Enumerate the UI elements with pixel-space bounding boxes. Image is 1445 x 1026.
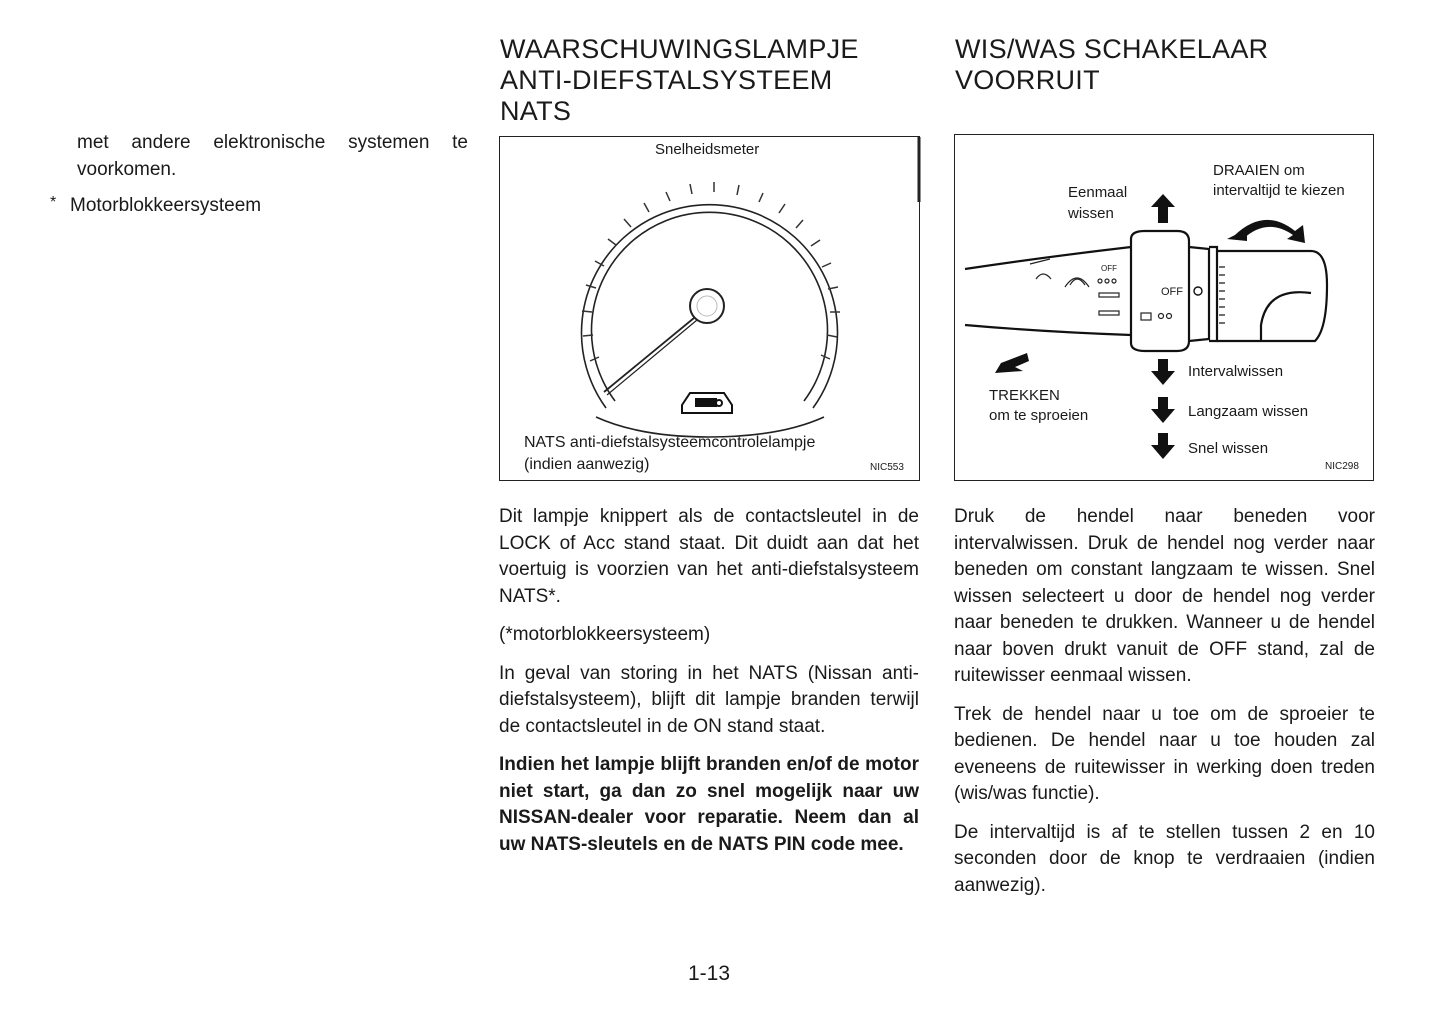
wiper-heading-line1: WIS/WAS SCHAKELAAR — [955, 34, 1269, 64]
arrow-up-icon — [1151, 194, 1175, 223]
wiper-figure-code: NIC298 — [1325, 461, 1359, 472]
nats-car-icon — [682, 393, 732, 413]
nats-heading-line1: WAARSCHUWINGSLAMPJE — [500, 34, 859, 64]
arrow-down-icon — [1151, 433, 1175, 459]
nats-body — [499, 504, 919, 870]
nats-heading — [500, 34, 920, 127]
pull-label-1: TREKKEN — [989, 387, 1060, 404]
bullet-item — [50, 193, 468, 219]
wiper-body — [954, 504, 1375, 911]
nats-figure-code: NIC553 — [870, 462, 904, 473]
nats-warning: Indien het lampje blijft branden en/of de motor niet start, ga dan zo snel mogelijk naar uw NISSAN-dealer voor reparatie. Neem dan al uw NATS-sleutels en de NATS PIN code mee. — [499, 754, 919, 855]
left-column — [50, 130, 468, 219]
nats-paragraph-2: (*motorblokkeersysteem) — [499, 624, 711, 645]
fast-label: Snel wissen — [1188, 440, 1269, 457]
nats-heading-line2: ANTI-DIEFSTALSYSTEEM — [500, 65, 833, 95]
once-label-2: wissen — [1068, 205, 1114, 222]
wiper-paragraph-1: Druk de hendel naar beneden voor intervalwissen. Druk de hendel nog verder naar beneden om constant langzaam te wissen. Snel wissen selecteert u door de hendel nog verder naar beneden te drukken. Wanneer u de hendel naar boven drukt vanuit de OFF stand, zal de ruitewisser eenmaal wissen. — [954, 506, 1375, 686]
pull-arrow-icon — [995, 353, 1029, 373]
once-label-1: Eenmaal — [1068, 184, 1128, 201]
nats-heading-line3: NATS — [500, 96, 572, 126]
speedometer-figure — [499, 136, 920, 481]
nats-caption-line2: (indien aanwezig) — [524, 456, 650, 473]
interval-label: Intervalwissen — [1188, 363, 1284, 380]
wiper-switch-figure — [954, 134, 1374, 481]
speedometer-label: Snelheidsmeter — [655, 141, 760, 158]
nats-paragraph-1: Dit lampje knippert als de contactsleutel in de LOCK of Acc stand staat. Dit duidt aan dat het voertuig is voorzien van het anti-diefstalsysteem NATS*. — [499, 506, 919, 607]
off-label-small: OFF — [1101, 264, 1117, 273]
speedometer-illustration — [500, 137, 921, 482]
wiper-heading — [955, 34, 1375, 96]
nats-paragraph-3: In geval van storing in het NATS (Nissan anti-diefstalsysteem), blijft dit lampje branden terwijl de contactsleutel in de ON stand staat. — [499, 662, 919, 737]
rotate-label-2: intervaltijd te kiezen — [1213, 182, 1345, 199]
bullet-marker: * — [50, 194, 57, 211]
left-paragraph: met andere elektronische systemen te voorkomen. — [77, 132, 468, 180]
arrow-down-icon — [1151, 397, 1175, 423]
rotate-label-1: DRAAIEN om — [1213, 162, 1305, 179]
wiper-heading-line2: VOORRUIT — [955, 65, 1100, 95]
slow-label: Langzaam wissen — [1188, 403, 1309, 420]
arrow-down-icon — [1151, 359, 1175, 385]
nats-caption-line1: NATS anti-diefstalsysteemcontrolelampje — [524, 434, 816, 451]
off-label: OFF — [1161, 286, 1183, 298]
page-number: 1-13 — [688, 962, 731, 985]
pull-label-2: om te sproeien — [989, 407, 1089, 424]
wiper-paragraph-3: De intervaltijd is af te stellen tussen 2 en 10 seconden door de knop te verdraaien (indien aanwezig). — [954, 821, 1375, 896]
bullet-text: Motorblokkeersysteem — [70, 195, 262, 216]
wiper-paragraph-2: Trek de hendel naar u toe om de sproeier te bedienen. De hendel naar u toe houden zal eveneens de ruitewisser in werking doen treden (wis/was functie). — [954, 703, 1375, 804]
